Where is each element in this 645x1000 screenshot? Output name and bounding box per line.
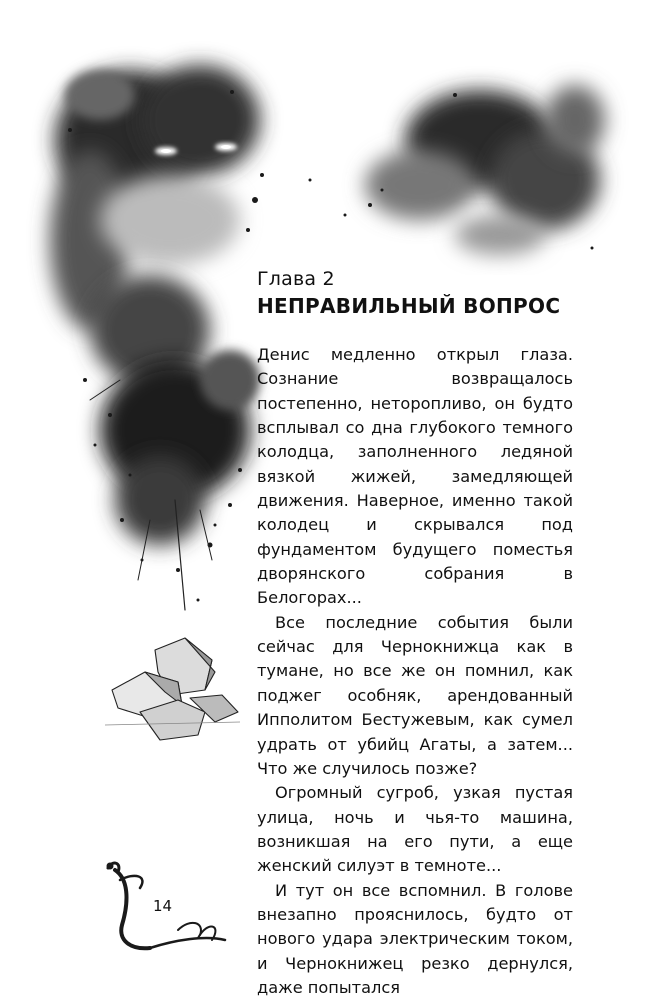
paragraph-1: Денис медленно открыл глаза. Сознание возвращалось постепенно, неторопливо, он будто всплывал со дна глубокого темного колодца, заполненного ледяной вязкой жижей, замедляющей движения. Наверное, именно такой колодец и скрывался под фундаментом будущего поместья дворянского собрания в Белогорах... <box>257 345 573 608</box>
body-text <box>257 343 573 1000</box>
rock-pile-icon <box>105 638 240 740</box>
smoke-cloud-left <box>50 65 260 545</box>
chapter-label: Глава 2 <box>257 268 335 290</box>
paragraph-3: Огромный сугроб, узкая пустая улица, ночь и чья-то машина, возникшая на его пути, а еще женский силуэт в темноте... <box>257 783 573 876</box>
paragraph-2: Все последние события были сейчас для Чернокнижца как в тумане, но все же он помнил, как поджег особняк, арендованный Ипполитом Бестужевым, как сумел удрать от убийц Агаты, а затем... Что же случилось позже? <box>257 612 573 778</box>
chapter-title: НЕПРАВИЛЬНЫЙ ВОПРОС <box>257 294 561 318</box>
paragraph-4: И тут он все вспомнил. В голове внезапно прояснилось, будто от нового удара электрическим током, и Чернокнижец резко дернулся, даже попытался <box>257 880 573 997</box>
page-number: 14 <box>153 897 173 915</box>
smoke-cloud-right <box>365 85 605 255</box>
